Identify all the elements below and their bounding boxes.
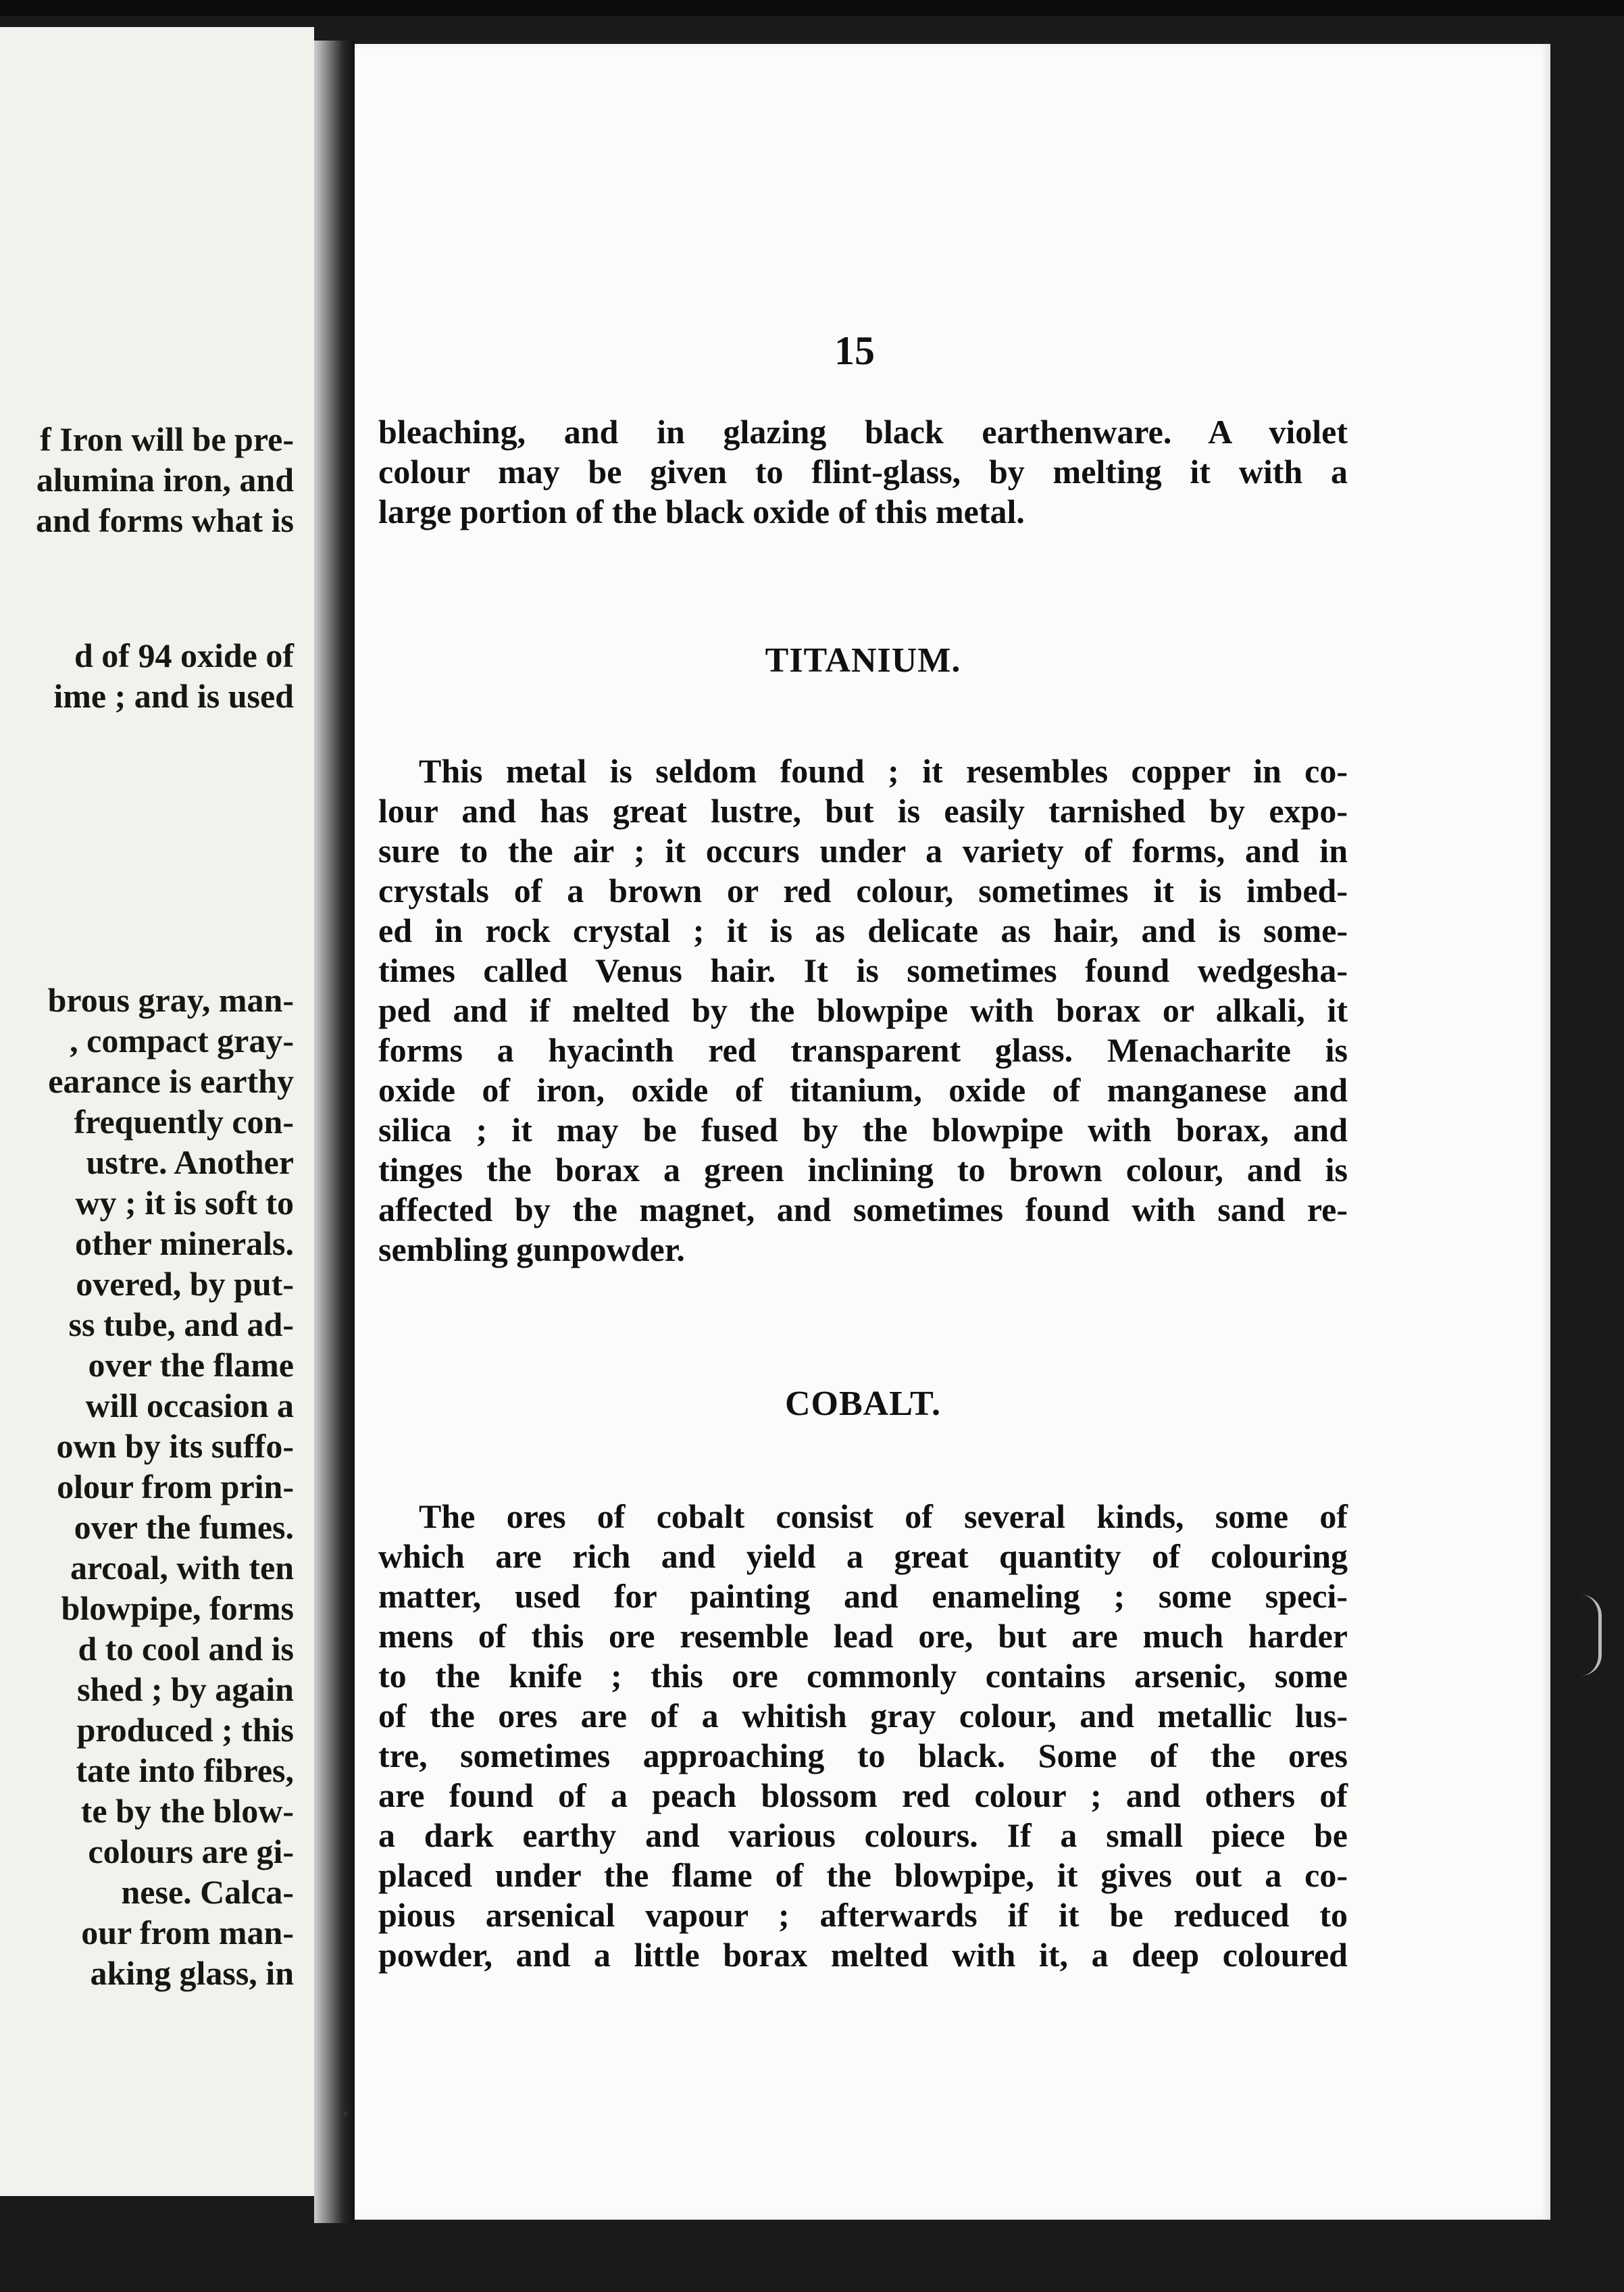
- left-page-line: d of 94 oxide of: [74, 637, 294, 674]
- left-page-line: te by the blow-: [80, 1792, 294, 1830]
- text-line: which are rich and yield a great quantity of colouring: [378, 1537, 1348, 1575]
- text-line: bleaching, and in glazing black earthenware. A violet: [378, 413, 1348, 451]
- text-line: tinges the borax a green inclining to brown colour, and is: [378, 1151, 1348, 1189]
- text-line: of the ores are of a whitish gray colour, and metallic lus-: [378, 1697, 1348, 1735]
- left-page-line: over the flame: [88, 1346, 294, 1384]
- cobalt-paragraph: [378, 1497, 1348, 1975]
- titanium-paragraph: [378, 751, 1348, 1270]
- text-line: large portion of the black oxide of this metal.: [378, 493, 1025, 530]
- left-page-line: olour from prin-: [57, 1468, 294, 1505]
- text-line: affected by the magnet, and sometimes found with sand re-: [378, 1191, 1348, 1228]
- section-heading-titanium: TITANIUM.: [765, 641, 961, 680]
- book-gutter: [314, 41, 355, 2223]
- text-line: ped and if melted by the blowpipe with borax or alkali, it: [378, 991, 1348, 1029]
- text-line: a dark earthy and various colours. If a small piece be: [378, 1816, 1348, 1854]
- left-page-line: produced ; this: [76, 1711, 294, 1749]
- left-page-line: alumina iron, and: [36, 461, 294, 499]
- left-page-line: brous gray, man-: [47, 981, 294, 1019]
- left-page-line: other minerals.: [74, 1224, 294, 1262]
- left-page-line: earance is earthy: [48, 1062, 294, 1100]
- left-page-line: blowpipe, forms: [61, 1589, 294, 1627]
- left-page-line: , compact gray-: [70, 1022, 294, 1060]
- text-line: mens of this ore resemble lead ore, but are much harder: [378, 1617, 1348, 1655]
- left-page-line: tate into fibres,: [76, 1751, 294, 1789]
- left-page-line: arcoal, with ten: [70, 1549, 294, 1587]
- text-line: times called Venus hair. It is sometimes found wedgesha-: [378, 951, 1348, 989]
- text-line: sure to the air ; it occurs under a variety of forms, and in: [378, 832, 1348, 870]
- text-line: lour and has great lustre, but is easily tarnished by expo-: [378, 792, 1348, 830]
- text-line: forms a hyacinth red transparent glass. Menacharite is: [378, 1031, 1348, 1069]
- left-page-line: nese. Calca-: [121, 1873, 294, 1911]
- page-edge-mark: [1581, 1595, 1602, 1676]
- text-line: colour may be given to flint-glass, by melting it with a: [378, 453, 1348, 491]
- left-page-line: shed ; by again: [77, 1670, 294, 1708]
- left-page-line: own by its suffo-: [56, 1427, 294, 1465]
- left-page-line: frequently con-: [74, 1103, 294, 1141]
- text-line: pious arsenical vapour ; afterwards if it be reduced to: [378, 1896, 1348, 1934]
- left-page-line: colours are gi-: [88, 1833, 294, 1870]
- text-line: oxide of iron, oxide of titanium, oxide of manganese and: [378, 1071, 1348, 1109]
- page-number: 15: [834, 328, 875, 373]
- text-line: matter, used for painting and enameling ; some speci-: [378, 1577, 1348, 1615]
- text-line: crystals of a brown or red colour, sometimes it is imbed-: [378, 872, 1348, 910]
- text-line: ed in rock crystal ; it is as delicate as hair, and is some-: [378, 912, 1348, 949]
- scan-top-border: [0, 0, 1624, 16]
- left-page: [0, 27, 314, 2196]
- text-line: are found of a peach blossom red colour ; and others of: [378, 1776, 1348, 1814]
- left-page-line: ss tube, and ad-: [68, 1305, 294, 1343]
- text-line: powder, and a little borax melted with it, a deep coloured: [378, 1936, 1348, 1974]
- left-page-line: ustre. Another: [86, 1143, 294, 1181]
- section-heading-cobalt: COBALT.: [785, 1385, 941, 1423]
- left-page-line: and forms what is: [36, 501, 294, 539]
- left-page-line: over the fumes.: [74, 1508, 294, 1546]
- left-page-line: ime ; and is used: [53, 677, 294, 715]
- left-page-line: overed, by put-: [76, 1265, 294, 1303]
- text-line: sembling gunpowder.: [378, 1230, 685, 1268]
- text-line: silica ; it may be fused by the blowpipe with borax, and: [378, 1111, 1348, 1149]
- text-line: tre, sometimes approaching to black. Some of the ores: [378, 1737, 1348, 1774]
- left-page-line: aking glass, in: [90, 1954, 294, 1992]
- ink-speck: [343, 2112, 347, 2116]
- text-line: to the knife ; this ore commonly contains arsenic, some: [378, 1657, 1348, 1695]
- text-line: The ores of cobalt consist of several kinds, some of: [419, 1497, 1348, 1535]
- left-page-line: wy ; it is soft to: [75, 1184, 294, 1222]
- left-page-line: f Iron will be pre-: [40, 420, 294, 458]
- left-page-line: our from man-: [81, 1914, 294, 1951]
- left-page-line: will occasion a: [85, 1387, 294, 1424]
- intro-paragraph: [378, 412, 1348, 532]
- text-line: This metal is seldom found ; it resembles copper in co-: [419, 752, 1348, 790]
- left-page-line: d to cool and is: [78, 1630, 294, 1668]
- text-line: placed under the flame of the blowpipe, it gives out a co-: [378, 1856, 1348, 1894]
